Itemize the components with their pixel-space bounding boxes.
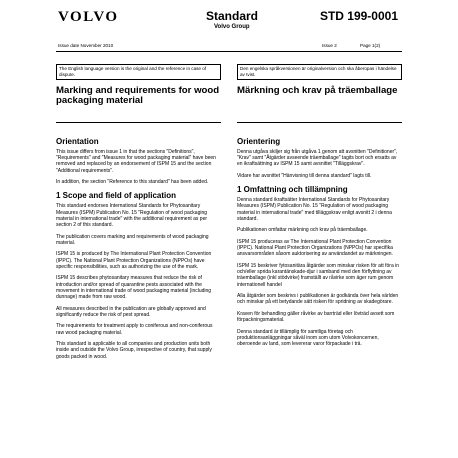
english-column: [56, 86, 221, 365]
english-scope-heading: 1 Scope and field of application: [56, 191, 177, 201]
english-scope-p5: All measures described in the publication are globally approved and significantly reduce the risk of pest spread.: [56, 305, 206, 318]
english-title: Marking and requirements for wood packaging material: [56, 86, 221, 123]
english-scope-p7: This standard is applicable to all companies and production units both inside and outside the Volvo Group, irrespective of country, that supply goods packed in wood.: [56, 341, 212, 360]
volvo-logo: VOLVO: [58, 9, 119, 25]
english-scope-p1: This standard endorses International Standards for Phytosanitary Measures (ISPM) Publication No. 15 "Regulation of wood packaging material in international trade" with the additional requirement as per section 2 of this standard.: [56, 203, 208, 229]
english-orientation-heading: Orientation: [56, 137, 99, 146]
document-header: [56, 6, 402, 40]
swedish-scope-p4: ISPM 15 beskriver fytosanitära åtgärder som minskar risken för att föra in och/eller sprida karantänskade-djur i samband med den förflyttning av träemballage (inkl stödvirke) framställt av råvirke som äger rum genom internationell handel: [237, 263, 400, 288]
english-scope-p4: ISPM 15 describes phytosanitary measures that reduce the risk of introduction and/or spread of quarantine pests associated with the movement in international trade of wood packaging material (including dunnage) made from raw wood.: [56, 275, 212, 301]
english-note: The English language version is the original and the reference in case of dispute.: [56, 64, 221, 80]
swedish-orientation-p1: Denna utgåva skiljer sig från utgåva 1 genom att avsnitten "Definitioner", "Krav" samt "Åtgärder avseende träemballage" tagits bort och ersatts av en ikraftsättning av ISPM 15 samt avsnittet "Tilläggskrav".: [237, 149, 398, 168]
swedish-scope-p2: Publikationen omfattar märkning och krav på träemballage.: [237, 227, 368, 234]
issue-number: Issue 2: [322, 43, 337, 48]
company-name: Volvo Group: [214, 24, 250, 30]
swedish-scope-p6: Kraven för behandling gäller råvirke av barrträd eller lövträd avsett som förpackningsmaterial.: [237, 311, 395, 324]
language-notes: [56, 64, 402, 80]
page-number: Page 1(2): [360, 43, 381, 48]
swedish-orientation-p2: Vidare har avsnittet "Hänvisning till denna standard" lagts till.: [237, 173, 372, 179]
english-orientation-p2: In addition, the section "Reference to this standard" has been added.: [56, 179, 209, 186]
swedish-scope-p7: Denna standard är tillämplig för samtliga företag och produktionsanläggningar såväl inom som utom Volvokoncernen, oberoende av land, som levererar varor förpackade i trä.: [237, 328, 379, 348]
swedish-note: Den engelska språkversionen är originalversion och ska åberopas i händelse av tvist.: [237, 64, 402, 80]
document-page: [56, 6, 402, 458]
english-scope-p2: The publication covers marking and requirements of wood packaging material.: [56, 233, 209, 246]
two-column-body: [56, 86, 402, 365]
standard-number: STD 199-0001: [319, 9, 398, 23]
swedish-orientation-heading: Orientering: [237, 137, 281, 146]
issue-meta-row: [56, 40, 402, 52]
swedish-scope-heading: 1 Omfattning och tillämpning: [237, 185, 348, 195]
swedish-title: Märkning och krav på träemballage: [237, 86, 402, 123]
english-orientation-p1: This issue differs from issue 1 in that the sections "Definitions", "Requirements" and "Measures for wood packaging material" have been removed and replaced by an endorsement of ISPM 15 and the section "Additional requirements".: [56, 149, 216, 174]
swedish-scope-p1: Denna standard ikraftsätter International Standards for Phytosanitary Measures (ISPM) Publication No. 15 "Regulation of wood packaging material in international trade" med tilläggskrav enligt avsnitt 2 i denna standard.: [237, 197, 392, 222]
document-type: Standard: [206, 9, 259, 23]
issue-date: Issue date November 2010: [58, 43, 114, 48]
swedish-column: [237, 86, 402, 365]
english-scope-p6: The requirements for treatment apply to coniferous and non-coniferous raw wood packaging material.: [56, 323, 213, 336]
swedish-scope-p3: ISPM 15 produceras av The International Plant Protection Convention (IPPC). National Plant Protection Organizations (NPPOs) har specifika ansvarsområden såsom auktorisering av användandet av märkningen.: [237, 239, 393, 258]
english-scope-p3: ISPM 15 is produced by The International Plant Protection Convention (IPPC). The National Plant Protection Organizations (NPPOs) have specific responsibilities, such as authorizing the use of the mark.: [56, 251, 212, 270]
swedish-scope-p5: Alla åtgärder som beskrivs i publikationen är godkända över hela världen och minskar på ett betydande sätt risken för spridning av skadegörare.: [237, 293, 399, 306]
